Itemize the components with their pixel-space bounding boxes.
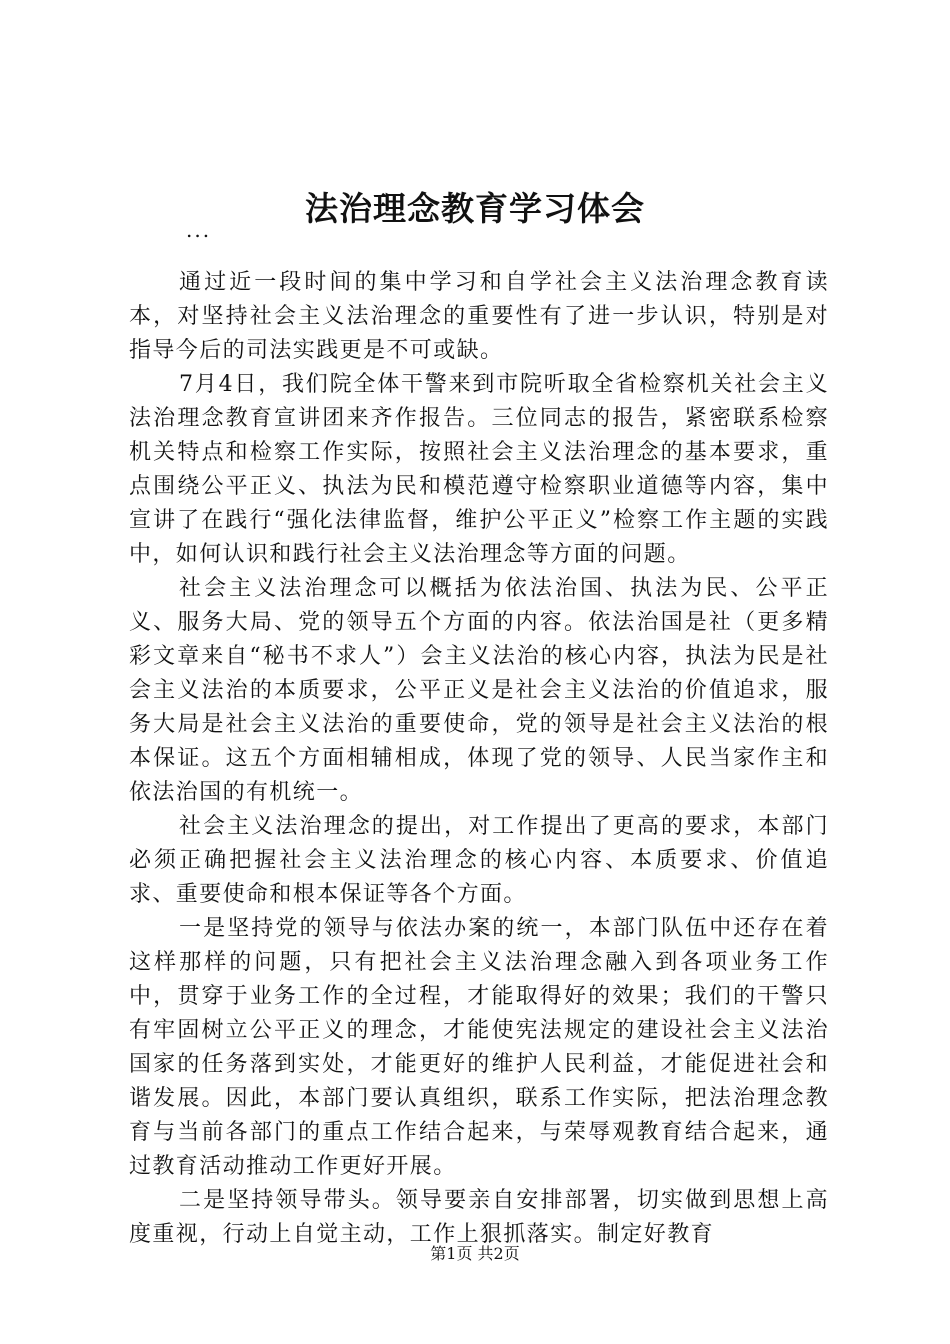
paragraph-6: 二是坚持领导带头。领导要亲自安排部署，切实做到思想上高度重视，行动上自觉主动，工作上狠抓落实。制定好教育 [129,1188,829,1247]
ellipsis-marker: ... [186,218,212,242]
document-title: 法治理念教育学习体会 [305,189,645,228]
paragraph-5: 一是坚持党的领导与依法办案的统一，本部门队伍中还存在着这样那样的问题，只有把社会主义法治理念融入到各项业务工作中，贯穿于业务工作的全过程，才能取得好的效果；我们的干警只有牢固树立公平正义的理念，才能使宪法规定的建设社会主义法治国家的任务落到实处，才能更好的维护人民利益，才能促进社会和谐发展。因此，本部门要认真组织，联系工作实际，把法治理念教育与当前各部门的重点工作结合起来，与荣辱观教育结合起来，通过教育活动推动工作更好开展。 [129,916,829,1179]
paragraph-3: 社会主义法治理念可以概括为依法治国、执法为民、公平正义、服务大局、党的领导五个方面的内容。依法治国是社（更多精彩文章来自“秘书不求人”）会主义法治的核心内容，执法为民是社会主义法治的本质要求，公平正义是社会主义法治的价值追求，服务大局是社会主义法治的重要使命，党的领导是社会主义法治的根本保证。这五个方面相辅相成，体现了党的领导、人民当家作主和依法治国的有机统一。 [129,576,829,805]
page-number-footer: 第1页 共2页 [430,1244,520,1263]
paragraph-4: 社会主义法治理念的提出，对工作提出了更高的要求，本部门必须正确把握社会主义法治理念的核心内容、本质要求、价值追求、重要使命和根本保证等各个方面。 [129,814,829,907]
document-body [129,266,829,1252]
paragraph-1: 通过近一段时间的集中学习和自学社会主义法治理念教育读本，对坚持社会主义法治理念的重要性有了进一步认识，特别是对指导今后的司法实践更是不可或缺。 [129,270,829,363]
paragraph-2: 7月4日，我们院全体干警来到市院听取全省检察机关社会主义法治理念教育宣讲团来齐作报告。三位同志的报告，紧密联系检察机关特点和检察工作实际，按照社会主义法治理念的基本要求，重点围绕公平正义、执法为民和模范遵守检察职业道德等内容，集中宣讲了在践行“强化法律监督，维护公平正义”检察工作主题的实践中，如何认识和践行社会主义法治理念等方面的问题。 [129,372,829,567]
